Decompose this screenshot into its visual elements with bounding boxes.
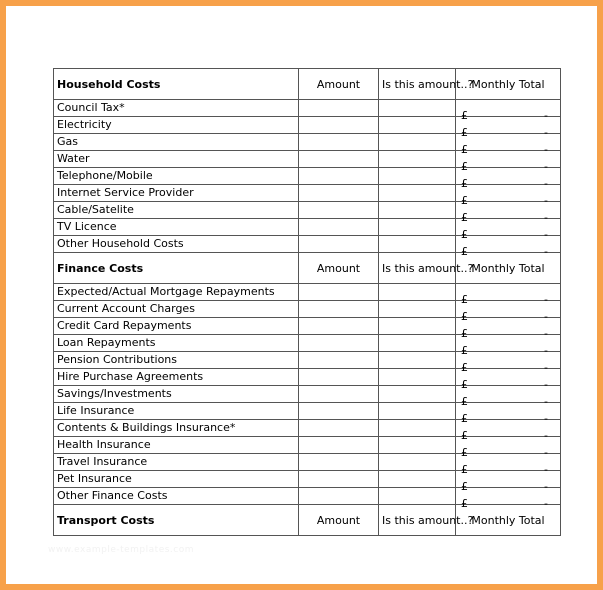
monthly-total-cell <box>456 420 561 442</box>
is-this-amount-column-header: Is this amount..? <box>379 505 456 536</box>
cost-label: Current Account Charges <box>54 301 299 318</box>
is-this-amount-cell[interactable] <box>379 151 456 168</box>
monthly-total-cell <box>456 168 561 190</box>
currency-symbol: £ <box>461 293 468 306</box>
currency-symbol: £ <box>461 412 468 425</box>
monthly-total-column-header: Monthly Total <box>456 505 561 536</box>
cost-label: Contents & Buildings Insurance* <box>54 420 299 437</box>
cost-label: Electricity <box>54 117 299 134</box>
cost-label: Telephone/Mobile <box>54 168 299 185</box>
cost-label: Gas <box>54 134 299 151</box>
monthly-total-cell <box>456 386 561 408</box>
currency-symbol: £ <box>461 361 468 374</box>
total-value: - <box>544 177 548 190</box>
table-row <box>54 117 561 134</box>
monthly-total-cell <box>456 369 561 391</box>
monthly-total-cell <box>456 284 561 306</box>
section-header-row <box>54 505 561 536</box>
is-this-amount-cell[interactable] <box>379 318 456 335</box>
is-this-amount-cell[interactable] <box>379 219 456 236</box>
total-value: - <box>544 327 548 340</box>
currency-symbol: £ <box>461 497 468 510</box>
monthly-total-cell <box>456 403 561 425</box>
currency-symbol: £ <box>461 463 468 476</box>
monthly-total-cell <box>456 117 561 139</box>
monthly-total-cell <box>456 454 561 476</box>
monthly-total-cell <box>456 471 561 493</box>
currency-symbol: £ <box>461 160 468 173</box>
cost-label: Credit Card Repayments <box>54 318 299 335</box>
total-value: - <box>544 480 548 493</box>
monthly-total-cell <box>456 219 561 241</box>
amount-cell[interactable] <box>299 236 379 253</box>
amount-cell[interactable] <box>299 454 379 471</box>
is-this-amount-cell[interactable] <box>379 335 456 352</box>
monthly-total-cell <box>456 134 561 156</box>
table-row <box>54 168 561 185</box>
total-value: - <box>544 211 548 224</box>
table-row <box>54 335 561 352</box>
table-row <box>54 471 561 488</box>
currency-symbol: £ <box>461 194 468 207</box>
cost-label: Savings/Investments <box>54 386 299 403</box>
total-value: - <box>544 344 548 357</box>
is-this-amount-cell[interactable] <box>379 301 456 318</box>
is-this-amount-cell[interactable] <box>379 454 456 471</box>
amount-cell[interactable] <box>299 284 379 301</box>
total-value: - <box>544 310 548 323</box>
is-this-amount-cell[interactable] <box>379 185 456 202</box>
amount-cell[interactable] <box>299 488 379 505</box>
monthly-total-cell <box>456 236 561 258</box>
is-this-amount-cell[interactable] <box>379 236 456 253</box>
amount-cell[interactable] <box>299 318 379 335</box>
currency-symbol: £ <box>461 211 468 224</box>
monthly-total-column-header: Monthly Total <box>456 69 561 100</box>
currency-symbol: £ <box>461 245 468 258</box>
amount-cell[interactable] <box>299 335 379 352</box>
section-header-row <box>54 69 561 100</box>
cost-label: Cable/Satelite <box>54 202 299 219</box>
monthly-total-cell <box>456 301 561 323</box>
table-row <box>54 202 561 219</box>
total-value: - <box>544 429 548 442</box>
cost-label: Internet Service Provider <box>54 185 299 202</box>
currency-symbol: £ <box>461 429 468 442</box>
cost-label: Pension Contributions <box>54 352 299 369</box>
total-value: - <box>544 395 548 408</box>
currency-symbol: £ <box>461 109 468 122</box>
is-this-amount-cell[interactable] <box>379 437 456 454</box>
table-row <box>54 488 561 505</box>
table-row <box>54 352 561 369</box>
budget-table-body <box>54 69 561 536</box>
currency-symbol: £ <box>461 446 468 459</box>
is-this-amount-cell[interactable] <box>379 471 456 488</box>
table-row <box>54 454 561 471</box>
amount-cell[interactable] <box>299 386 379 403</box>
is-this-amount-cell[interactable] <box>379 168 456 185</box>
table-row <box>54 100 561 117</box>
total-value: - <box>544 245 548 258</box>
currency-symbol: £ <box>461 126 468 139</box>
is-this-amount-cell[interactable] <box>379 202 456 219</box>
cost-label: Travel Insurance <box>54 454 299 471</box>
amount-cell[interactable] <box>299 369 379 386</box>
total-value: - <box>544 194 548 207</box>
currency-symbol: £ <box>461 480 468 493</box>
cost-label: Other Household Costs <box>54 236 299 253</box>
amount-cell[interactable] <box>299 117 379 134</box>
amount-cell[interactable] <box>299 471 379 488</box>
total-value: - <box>544 378 548 391</box>
is-this-amount-cell[interactable] <box>379 386 456 403</box>
currency-symbol: £ <box>461 177 468 190</box>
monthly-total-cell <box>456 352 561 374</box>
cost-label: Pet Insurance <box>54 471 299 488</box>
is-this-amount-column-header: Is this amount..? <box>379 253 456 284</box>
table-row <box>54 403 561 420</box>
amount-cell[interactable] <box>299 403 379 420</box>
currency-symbol: £ <box>461 378 468 391</box>
total-value: - <box>544 412 548 425</box>
section-title: Transport Costs <box>54 505 299 536</box>
cost-label: Other Finance Costs <box>54 488 299 505</box>
table-row <box>54 134 561 151</box>
is-this-amount-cell[interactable] <box>379 117 456 134</box>
is-this-amount-column-header: Is this amount..? <box>379 69 456 100</box>
is-this-amount-cell[interactable] <box>379 100 456 117</box>
monthly-total-cell <box>456 185 561 207</box>
section-title: Finance Costs <box>54 253 299 284</box>
watermark-text: www.example-templates.com <box>48 545 195 555</box>
table-row <box>54 185 561 202</box>
total-value: - <box>544 109 548 122</box>
table-row <box>54 301 561 318</box>
total-value: - <box>544 143 548 156</box>
cost-label: Loan Repayments <box>54 335 299 352</box>
currency-symbol: £ <box>461 143 468 156</box>
cost-label: Health Insurance <box>54 437 299 454</box>
total-value: - <box>544 126 548 139</box>
total-value: - <box>544 446 548 459</box>
monthly-total-column-header: Monthly Total <box>456 253 561 284</box>
amount-cell[interactable] <box>299 185 379 202</box>
cost-label: Council Tax* <box>54 100 299 117</box>
table-row <box>54 437 561 454</box>
currency-symbol: £ <box>461 310 468 323</box>
is-this-amount-cell[interactable] <box>379 284 456 301</box>
amount-column-header: Amount <box>299 69 379 100</box>
budget-table <box>53 68 561 536</box>
monthly-total-cell <box>456 318 561 340</box>
cost-label: TV Licence <box>54 219 299 236</box>
is-this-amount-cell[interactable] <box>379 420 456 437</box>
table-row <box>54 284 561 301</box>
amount-cell[interactable] <box>299 168 379 185</box>
amount-cell[interactable] <box>299 151 379 168</box>
cost-label: Expected/Actual Mortgage Repayments <box>54 284 299 301</box>
amount-cell[interactable] <box>299 100 379 117</box>
amount-cell[interactable] <box>299 437 379 454</box>
cost-label: Life Insurance <box>54 403 299 420</box>
table-row <box>54 236 561 253</box>
currency-symbol: £ <box>461 344 468 357</box>
is-this-amount-cell[interactable] <box>379 488 456 505</box>
amount-cell[interactable] <box>299 134 379 151</box>
total-value: - <box>544 228 548 241</box>
is-this-amount-cell[interactable] <box>379 352 456 369</box>
amount-cell[interactable] <box>299 219 379 236</box>
amount-cell[interactable] <box>299 202 379 219</box>
cost-label: Hire Purchase Agreements <box>54 369 299 386</box>
table-row <box>54 420 561 437</box>
table-row <box>54 318 561 335</box>
total-value: - <box>544 463 548 476</box>
total-value: - <box>544 497 548 510</box>
total-value: - <box>544 361 548 374</box>
is-this-amount-cell[interactable] <box>379 369 456 386</box>
section-header-row <box>54 253 561 284</box>
amount-column-header: Amount <box>299 253 379 284</box>
amount-column-header: Amount <box>299 505 379 536</box>
monthly-total-cell <box>456 437 561 459</box>
amount-cell[interactable] <box>299 420 379 437</box>
monthly-total-cell <box>456 151 561 173</box>
table-row <box>54 386 561 403</box>
total-value: - <box>544 160 548 173</box>
monthly-total-cell <box>456 202 561 224</box>
total-value: - <box>544 293 548 306</box>
is-this-amount-cell[interactable] <box>379 403 456 420</box>
currency-symbol: £ <box>461 327 468 340</box>
table-row <box>54 219 561 236</box>
monthly-total-cell <box>456 100 561 122</box>
monthly-total-cell <box>456 488 561 510</box>
table-row <box>54 151 561 168</box>
currency-symbol: £ <box>461 228 468 241</box>
cost-label: Water <box>54 151 299 168</box>
monthly-total-cell <box>456 335 561 357</box>
is-this-amount-cell[interactable] <box>379 134 456 151</box>
table-row <box>54 369 561 386</box>
section-title: Household Costs <box>54 69 299 100</box>
currency-symbol: £ <box>461 395 468 408</box>
amount-cell[interactable] <box>299 301 379 318</box>
amount-cell[interactable] <box>299 352 379 369</box>
